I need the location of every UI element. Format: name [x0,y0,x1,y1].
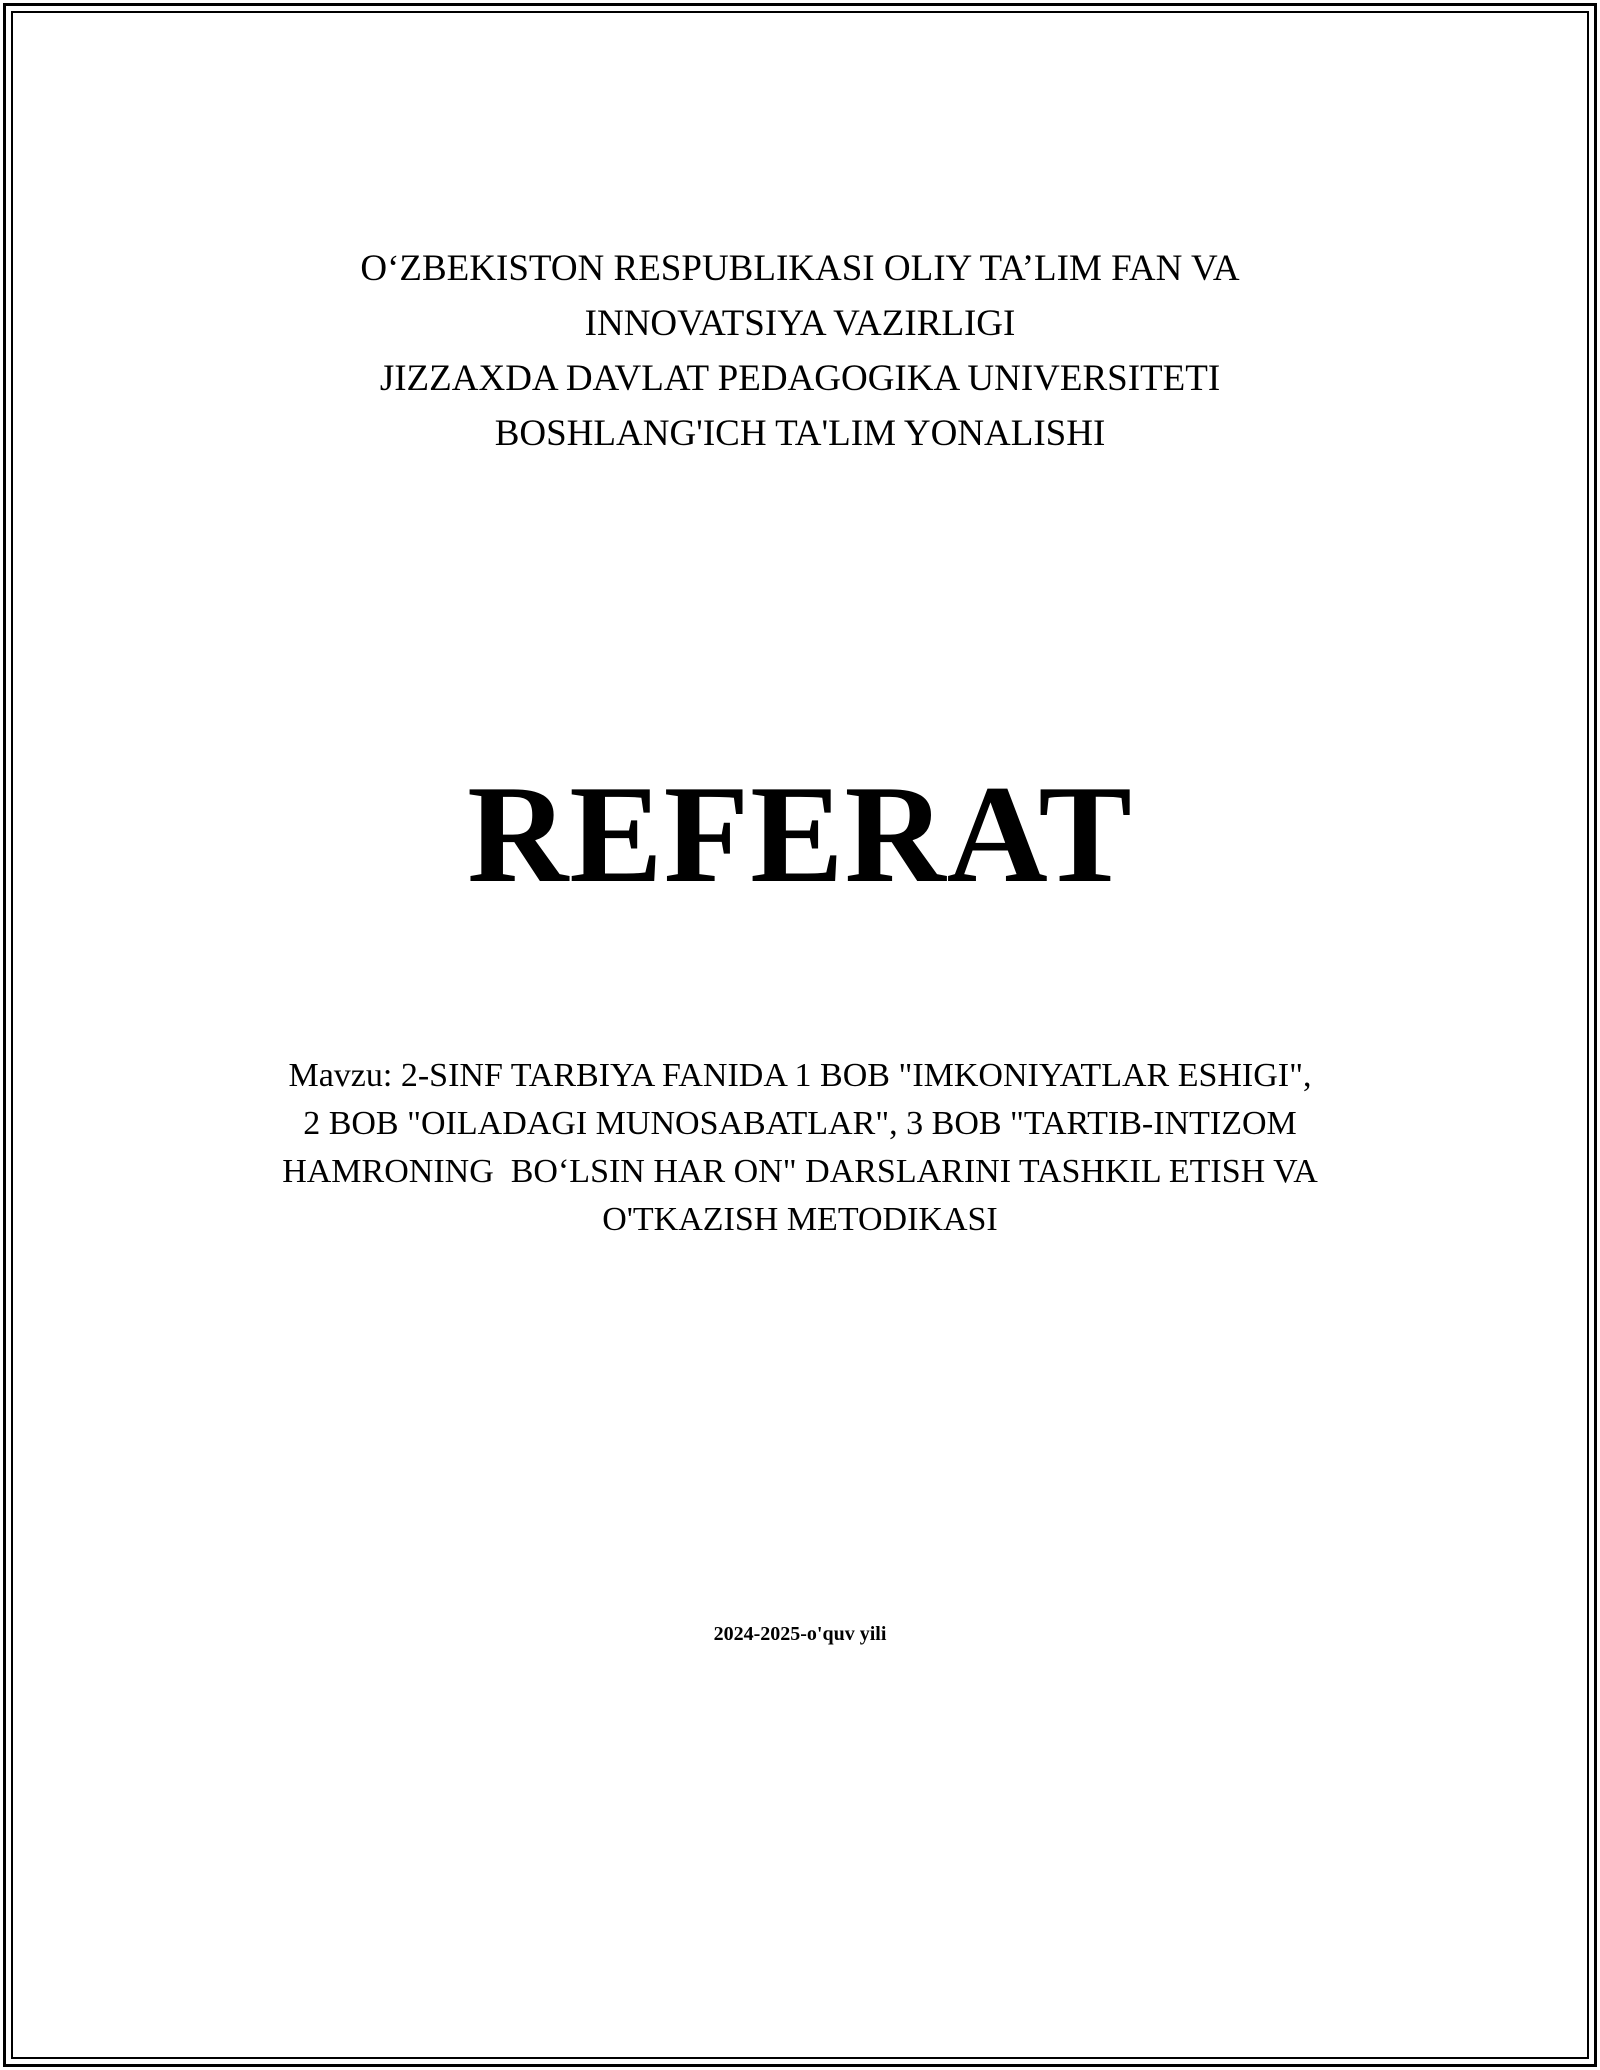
topic-line-4: O'TKAZISH METODIKASI [602,1201,998,1238]
document-title: REFERAT [467,757,1133,912]
topic-line-1: Mavzu: 2-SINF TARBIYA FANIDA 1 BOB "IMKONIYATLAR ESHIGI", [288,1057,1312,1094]
topic-line-3: HAMRONING BO‘LSIN HAR ON" DARSLARINI TASHKIL ETISH VA [282,1153,1318,1190]
header-line-university: JIZZAXDA DAVLAT PEDAGOGIKA UNIVERSITETI [379,358,1221,399]
topic-block [0,1052,1600,1244]
academic-year: 2024-2025-o'quv yili [713,1623,887,1645]
header-line-ministry-2: INNOVATSIYA VAZIRLIGI [584,303,1016,344]
header-line-ministry-1: O‘ZBEKISTON RESPUBLIKASI OLIY TA’LIM FAN VA [360,248,1240,289]
topic-line-2: 2 BOB "OILADAGI MUNOSABATLAR", 3 BOB "TARTIB-INTIZOM [303,1105,1297,1142]
institution-header [0,241,1600,461]
header-line-department: BOSHLANG'ICH TA'LIM YONALISHI [494,413,1106,454]
